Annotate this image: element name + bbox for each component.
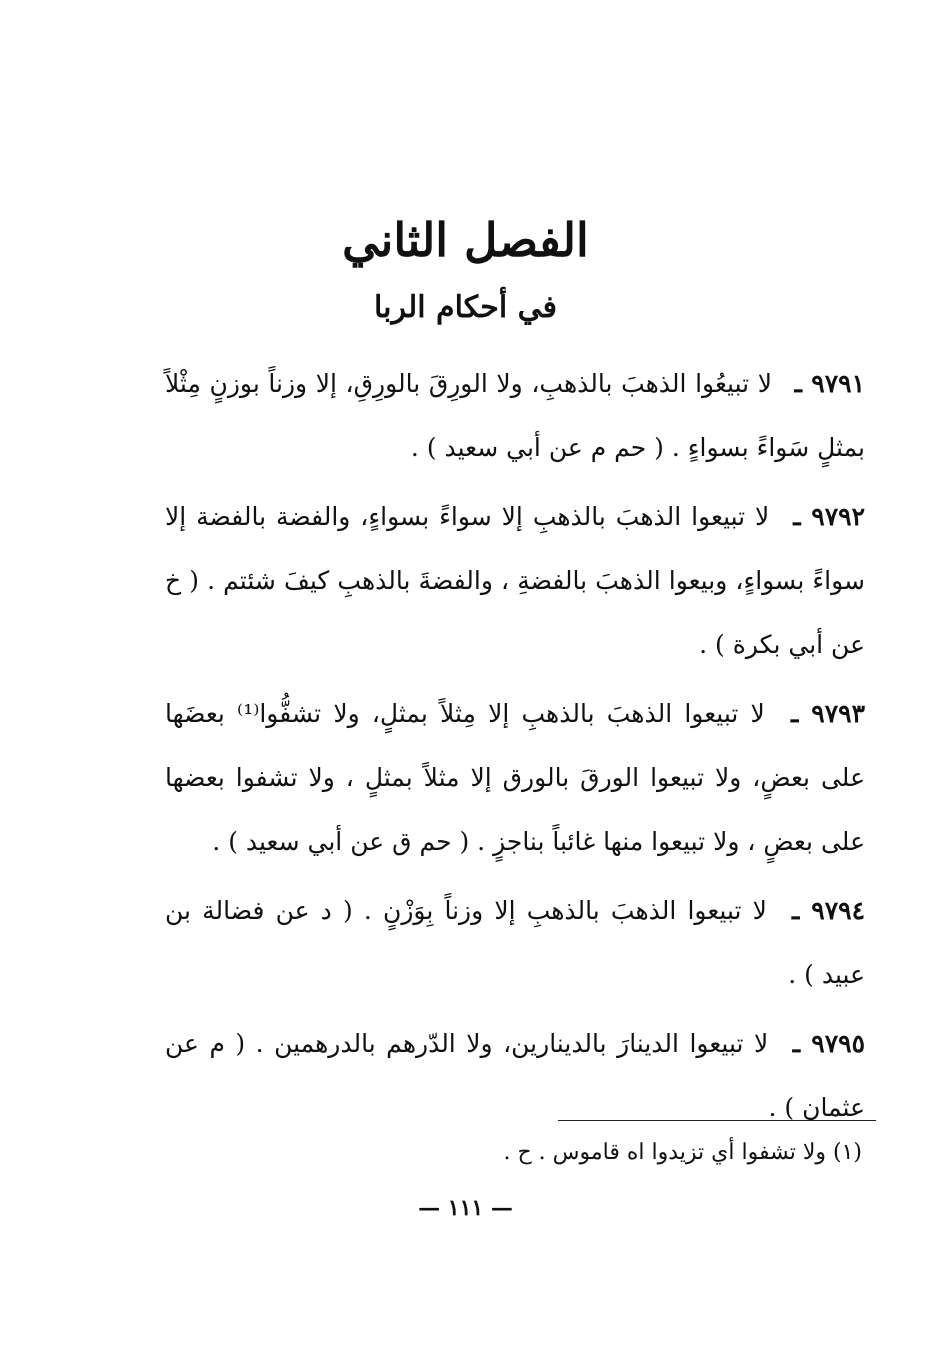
hadith-text: لا تبيعوا الدينارَ بالدينارين، ولا الدّرهم بالدرهمين . ( م عن عثمان ) . bbox=[165, 1029, 865, 1122]
hadith-entry bbox=[165, 682, 865, 874]
hadith-number: ٩٧٩٢ ـ bbox=[793, 502, 865, 531]
footnote-divider bbox=[558, 1120, 876, 1121]
hadith-number: ٩٧٩٤ ـ bbox=[792, 896, 866, 925]
hadith-text: لا تبيعُوا الذهبَ بالذهبِ، ولا الورِقَ بالورِقِ، إلا وزناً بوزنٍ مِثْلاً بمثلٍ سَواءً بسواءٍ . ( حم م عن أبي سعيد ) . bbox=[165, 369, 865, 462]
chapter-title: الفصل الثاني bbox=[342, 213, 589, 267]
hadith-entry bbox=[165, 352, 865, 480]
hadith-list bbox=[165, 352, 865, 1145]
hadith-entry bbox=[165, 879, 865, 1007]
hadith-number: ٩٧٩٣ ـ bbox=[790, 699, 865, 728]
hadith-text: لا تبيعوا الذهبَ بالذهبِ إلا مِثلاً بمثلٍ، ولا تشفُّوا⁽¹⁾ بعضَها على بعضٍ، ولا تبيعوا الورقَ بالورق إلا مثلاً بمثلٍ ، ولا تشفوا بعضها على بعضٍ ، ولا تبيعوا منها غائباً بناجزٍ . ( حم ق عن أبي سعيد ) . bbox=[165, 699, 865, 856]
chapter-subtitle: في أحكام الربا bbox=[374, 290, 557, 325]
page-number: — ١١١ — bbox=[418, 1195, 513, 1221]
hadith-number: ٩٧٩١ ـ bbox=[794, 369, 865, 398]
hadith-text: لا تبيعوا الذهبَ بالذهبِ إلا وزناً بِوَزْنٍ . ( د عن فضالة بن عبيد ) . bbox=[165, 896, 865, 989]
hadith-number: ٩٧٩٥ ـ bbox=[792, 1029, 865, 1058]
footnote: (١) ولا تشفوا أي تزيدوا اه قاموس . ح . bbox=[503, 1140, 862, 1165]
hadith-text: لا تبيعوا الذهبَ بالذهبِ إلا سواءً بسواءٍ، والفضة بالفضة إلا سواءً بسواءٍ، وبيعوا الذهبَ بالفضةِ ، والفضةَ بالذهبِ كيفَ شئتم . ( خ عن أبي بكرة ) . bbox=[165, 502, 865, 659]
hadith-entry bbox=[165, 485, 865, 677]
